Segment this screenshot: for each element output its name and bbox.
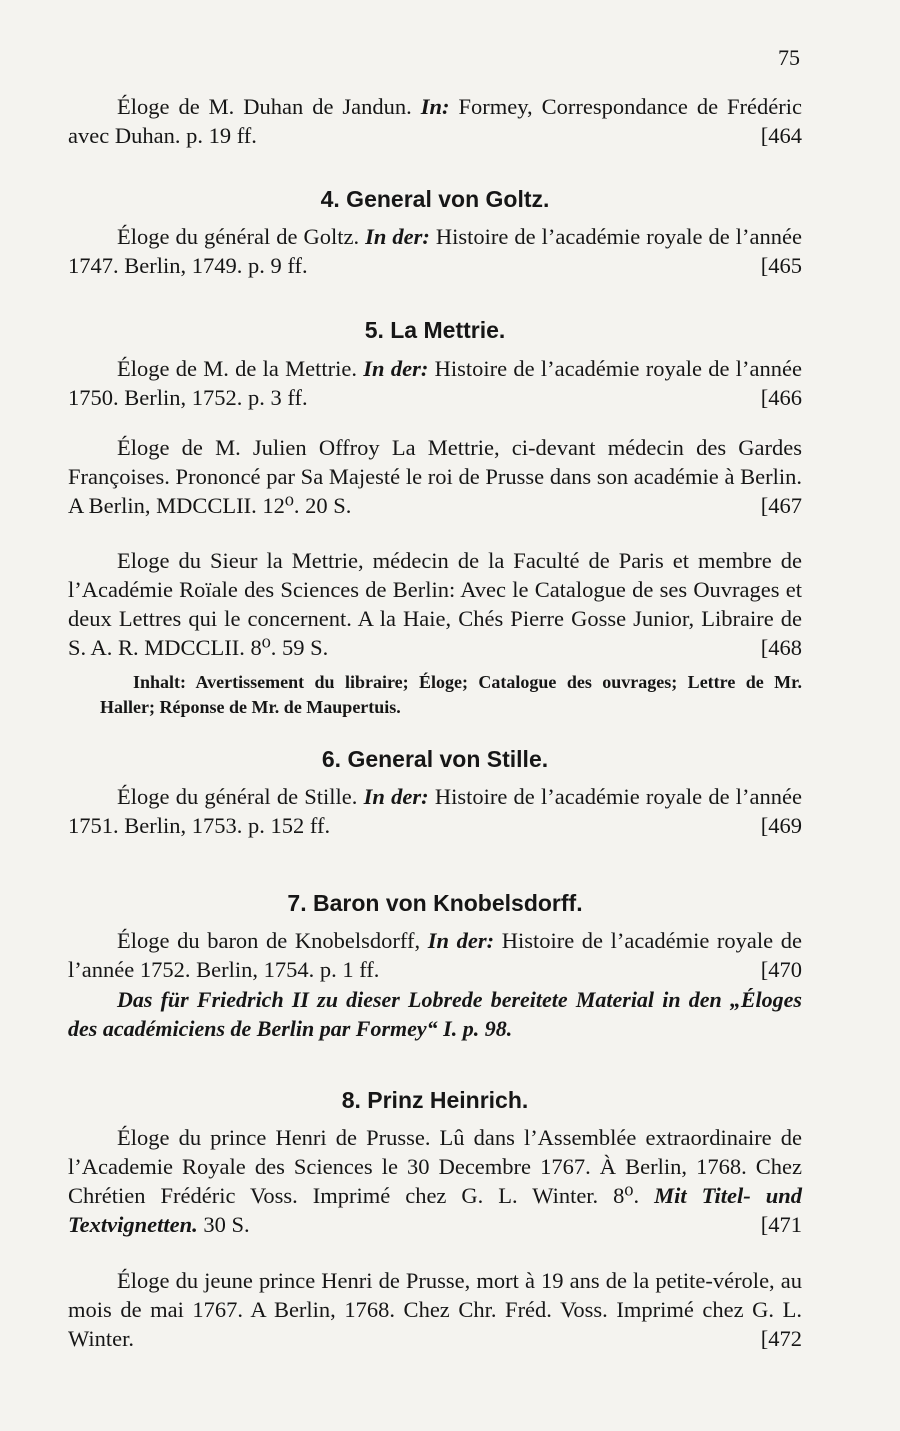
- entry-472: Éloge du jeune prince Henri de Prusse, mort à 19 ans de la petite-vérole, au mois de mai 1767. A Berlin, 1768. Chez Chr. Fréd. Voss. Imprimé chez G. L. Winter. [472: [68, 1268, 802, 1351]
- entry-number: [472: [760, 1326, 802, 1351]
- entry-471: Éloge du prince Henri de Prusse. Lû dans l’Assemblée extraordinaire de l’Academie Royale des Sciences le 30 Decembre 1767. À Berlin, 1768. Chez Chrétien Frédéric Voss. Imprimé chez G. L. Winter. 8⁰. Mit Titel- und Textvignetten. 30 S. [471: [68, 1125, 802, 1237]
- page-number: 75: [778, 45, 800, 70]
- entry-number: [471: [760, 1212, 802, 1237]
- heading-prinz-heinrich: 8. Prinz Heinrich.: [341, 1087, 529, 1113]
- entry-465: Éloge du général de Goltz. In der: Histoire de l’académie royale de l’année 1747. Berlin, 1749. p. 9 ff. [465: [68, 224, 802, 278]
- entry-469: Éloge du général de Stille. In der: Histoire de l’académie royale de l’année 1751. Berlin, 1753. p. 152 ff. [469: [68, 784, 802, 838]
- entry-466: Éloge de M. de la Mettrie. In der: Histoire de l’académie royale de l’année 1750. Berlin, 1752. p. 3 ff. [466: [68, 356, 802, 410]
- contents-note: Inhalt: Avertissement du libraire; Éloge; Catalogue des ouvrages; Lettre de Mr. Haller; Réponse de Mr. de Maupertuis.: [100, 672, 802, 717]
- entry-number: [467: [760, 493, 802, 518]
- heading-knobelsdorff: 7. Baron von Knobelsdorff.: [287, 890, 583, 916]
- entry-number: [469: [760, 813, 802, 838]
- entry-number: [464: [760, 123, 802, 148]
- entry-467: Éloge de M. Julien Offroy La Mettrie, ci-devant médecin des Gardes Françoises. Prononcé par Sa Majesté le roi de Prusse dans son académie à Berlin. A Berlin, MDCCLII. 12⁰. 20 S. [467: [68, 435, 802, 518]
- entry-464: Éloge de M. Duhan de Jandun. In: Formey, Correspondance de Frédéric avec Duhan. p. 19 ff. [464: [68, 94, 802, 148]
- entry-470: Éloge du baron de Knobelsdorff, In der: Histoire de l’académie royale de l’année 1752. Berlin, 1754. p. 1 ff. [470: [68, 928, 802, 982]
- entry-number: [470: [760, 957, 802, 982]
- material-note: Das für Friedrich II zu dieser Lobrede bereitete Material in den „Éloges des académiciens de Berlin par Formey“ I. p. 98.: [68, 987, 802, 1041]
- entry-number: [468: [760, 635, 802, 660]
- entry-number: [465: [760, 253, 802, 278]
- heading-stille: 6. General von Stille.: [321, 746, 549, 772]
- heading-la-mettrie: 5. La Mettrie.: [364, 317, 506, 343]
- entry-number: [466: [760, 385, 802, 410]
- entry-468: Eloge du Sieur la Mettrie, médecin de la Faculté de Paris et membre de l’Académie Roïale des Sciences de Berlin: Avec le Catalogue de ses Ouvrages et deux Lettres qui le concernent. A la Haie, Chés Pierre Gosse Junior, Libraire de S. A. R. MDCCLII. 8⁰. 59 S. [468: [68, 548, 802, 660]
- heading-goltz: 4. General von Goltz.: [320, 186, 550, 212]
